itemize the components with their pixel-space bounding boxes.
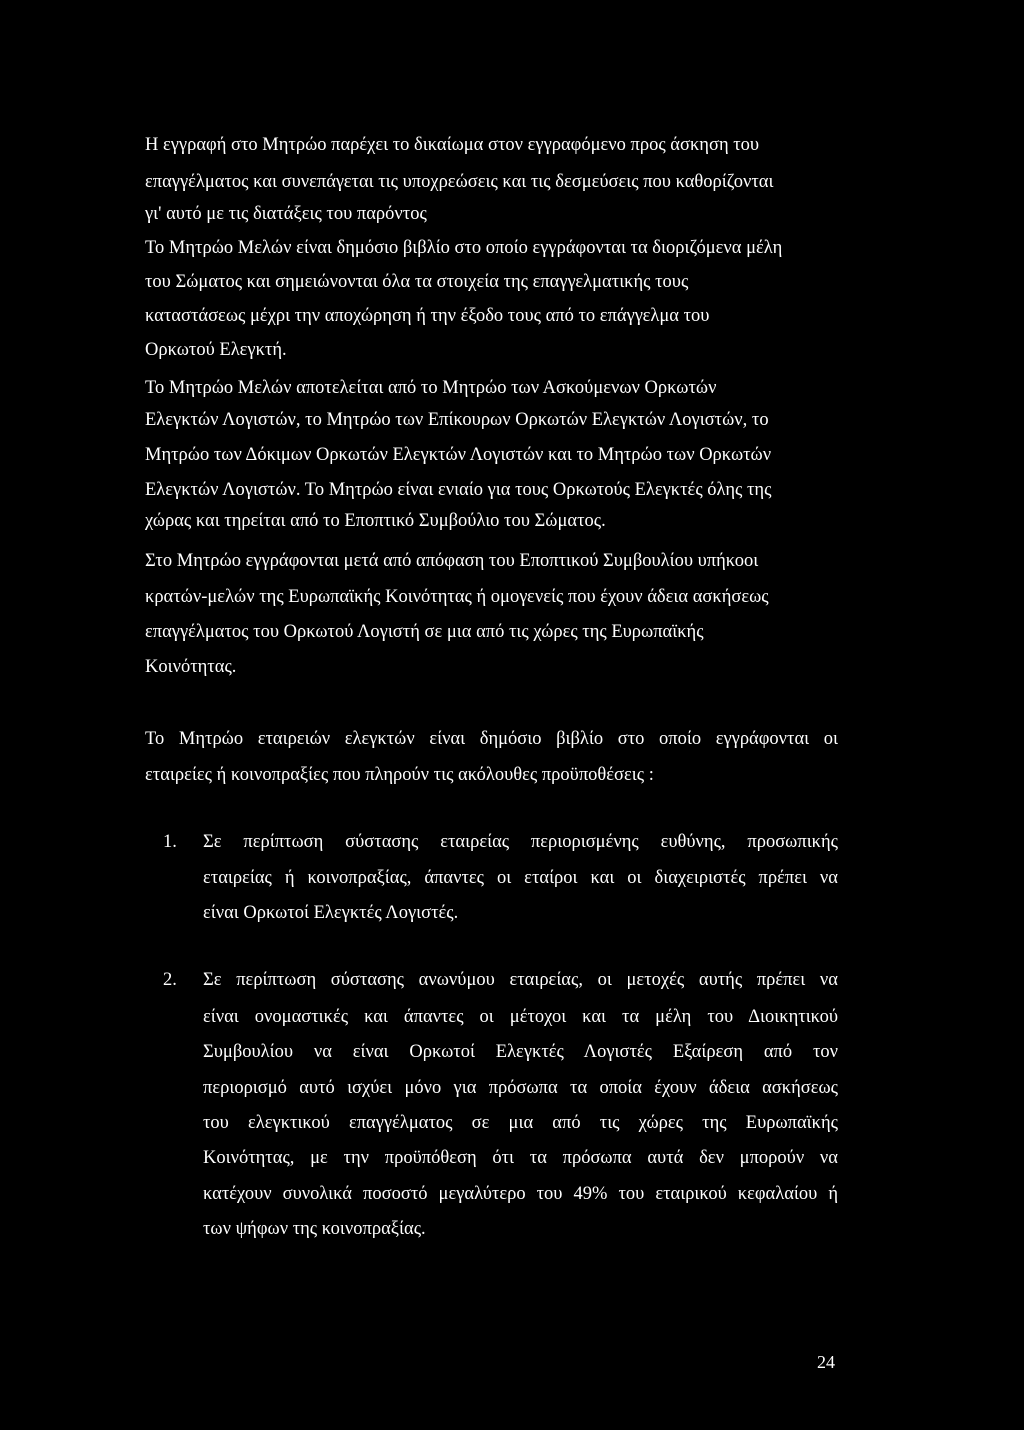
list-item-1-number: 1.	[163, 832, 177, 852]
list-item-2-line-6: Κοινότητας, με την προϋπόθεση ότι τα πρόσωπα αυτά δεν μπορούν να	[203, 1148, 838, 1168]
list-item-2-line-4: περιορισμό αυτό ισχύει μόνο για πρόσωπα τα οποία έχουν άδεια ασκήσεως	[203, 1078, 838, 1098]
paragraph-1-line-6: καταστάσεως μέχρι την αποχώρηση ή την έξοδο τους από το επάγγελμα του	[145, 306, 710, 326]
paragraph-3-line-4: Κοινότητας.	[145, 657, 237, 677]
list-item-2-line-5: του ελεγκτικού επαγγέλματος σε μια από τις χώρες της Ευρωπαϊκής	[203, 1113, 838, 1133]
paragraph-1-line-7: Ορκωτού Ελεγκτή.	[145, 340, 287, 360]
list-item-1-line-1: Σε περίπτωση σύστασης εταιρείας περιορισμένης ευθύνης, προσωπικής	[203, 832, 838, 852]
paragraph-2-line-5: χώρας και τηρείται από το Εποπτικό Συμβούλιο του Σώματος.	[145, 511, 606, 531]
list-item-2-line-3: Συμβουλίου να είναι Ορκωτοί Ελεγκτές Λογιστές Εξαίρεση από τον	[203, 1042, 838, 1062]
paragraph-4-line-2: εταιρείες ή κοινοπραξίες που πληρούν τις ακόλουθες προϋποθέσεις :	[145, 765, 654, 785]
paragraph-1-line-4: Το Μητρώο Μελών είναι δημόσιο βιβλίο στο οποίο εγγράφονται τα διοριζόμενα μέλη	[145, 238, 783, 258]
paragraph-2-line-4: Ελεγκτών Λογιστών. Το Μητρώο είναι ενιαίο για τους Ορκωτούς Ελεγκτές όλης της	[145, 480, 772, 500]
paragraph-3-line-2: κρατών-μελών της Ευρωπαϊκής Κοινότητας ή ομογενείς που έχουν άδεια ασκήσεως	[145, 587, 769, 607]
list-item-1-line-2: εταιρείας ή κοινοπραξίας, άπαντες οι εταίροι και οι διαχειριστές πρέπει να	[203, 868, 838, 888]
paragraph-1-line-1: Η εγγραφή στο Μητρώο παρέχει το δικαίωμα στον εγγραφόμενο προς άσκηση του	[145, 135, 760, 155]
list-item-2-line-7: κατέχουν συνολικά ποσοστό μεγαλύτερο του 49% του εταιρικού κεφαλαίου ή	[203, 1184, 838, 1204]
paragraph-2-line-1: Το Μητρώο Μελών αποτελείται από το Μητρώο των Ασκούμενων Ορκωτών	[145, 378, 717, 398]
paragraph-3-line-1: Στο Μητρώο εγγράφονται μετά από απόφαση του Εποπτικού Συμβουλίου υπήκοοι	[145, 551, 759, 571]
paragraph-2-line-3: Μητρώο των Δόκιμων Ορκωτών Ελεγκτών Λογιστών και το Μητρώο των Ορκωτών	[145, 445, 772, 465]
paragraph-1-line-2: επαγγέλματος και συνεπάγεται τις υποχρεώσεις και τις δεσμεύσεις που καθορίζονται	[145, 172, 774, 192]
list-item-2-line-1: Σε περίπτωση σύστασης ανωνύμου εταιρείας, οι μετοχές αυτής πρέπει να	[203, 970, 838, 990]
paragraph-4-line-1: Το Μητρώο εταιρειών ελεγκτών είναι δημόσιο βιβλίο στο οποίο εγγράφονται οι	[145, 729, 838, 749]
paragraph-3-line-3: επαγγέλματος του Ορκωτού Λογιστή σε μια από τις χώρες της Ευρωπαϊκής	[145, 622, 704, 642]
paragraph-1-line-3: γι' αυτό με τις διατάξεις του παρόντος	[145, 204, 427, 224]
list-item-1-line-3: είναι Ορκωτοί Ελεγκτές Λογιστές.	[203, 903, 459, 923]
paragraph-1-line-5: του Σώματος και σημειώνονται όλα τα στοιχεία της επαγγελματικής τους	[145, 272, 689, 292]
page-number: 24	[817, 1352, 835, 1372]
paragraph-2-line-2: Ελεγκτών Λογιστών, το Μητρώο των Επίκουρων Ορκωτών Ελεγκτών Λογιστών, το	[145, 410, 769, 430]
list-item-2-number: 2.	[163, 970, 177, 990]
list-item-2-line-2: είναι ονομαστικές και άπαντες οι μέτοχοι και τα μέλη του Διοικητικού	[203, 1007, 838, 1027]
list-item-2-line-8: των ψήφων της κοινοπραξίας.	[203, 1219, 426, 1239]
